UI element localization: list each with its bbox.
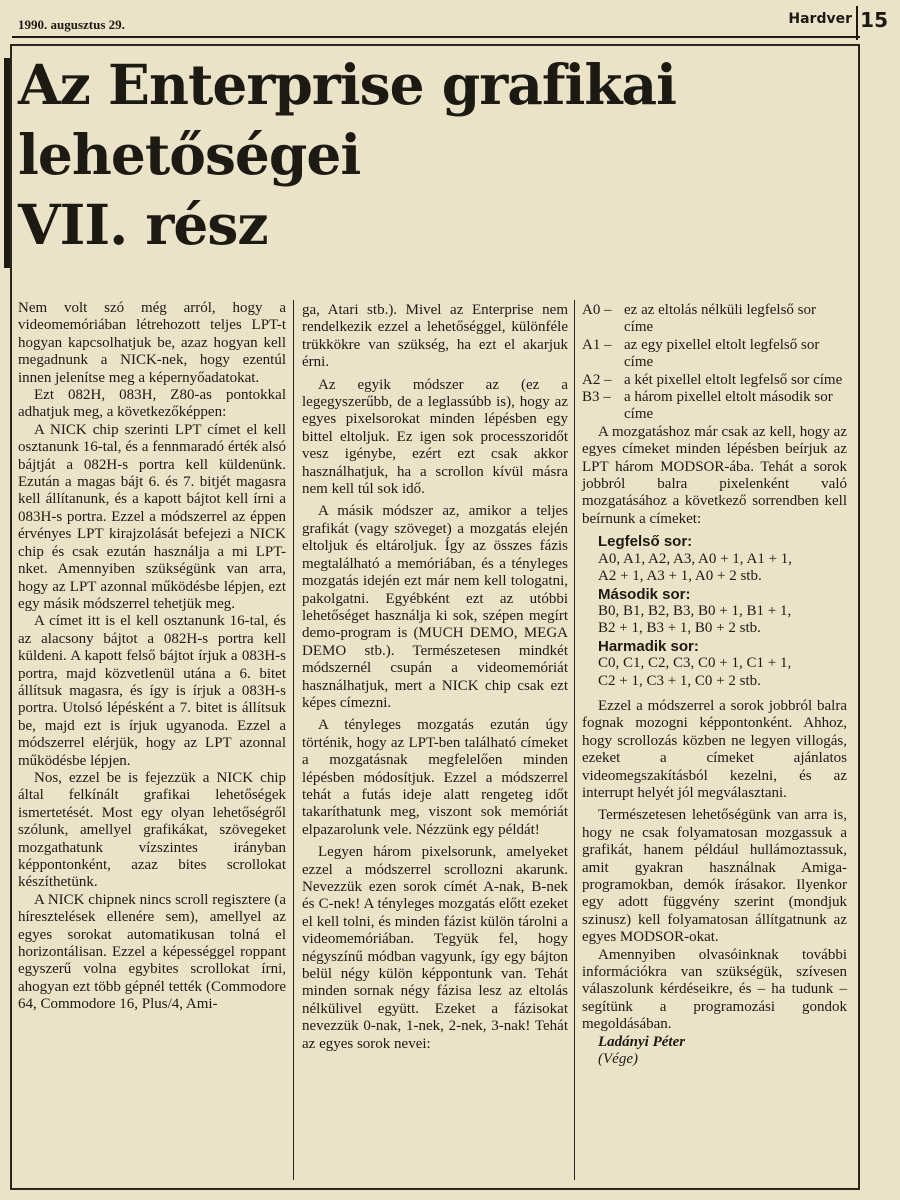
paragraph: Az egyik módszer az (ez a legegyszerűbb, de a leglassúbb is), hogy az egyes pixelsorokat minden lépésben egy bittel eltoljuk. Ez igen sok processzoridőt vesz igénybe, ezért ezt csak akkor használhatjuk, ha a scrollon kívül másra nem kell túl sok idő. xyxy=(302,376,568,498)
paragraph: A NICK chip szerinti LPT címet el kell osztanunk 16-tal, és a fennmaradó érték alsó bájtját a 082H-s portra kell küldenünk. Ezután a magas bájt 6. és 7. bitjét magasra kell állítanunk, és a kapott bájtot kell írni a 083H-s portra. Ezzel a módszerrel az éppen érvényes LPT kirajzolását befejezi a NICK chip és csak ezután használja a mi LPT-nket. Amennyiben szükségünk van arra, hogy az LPT azonnal működésbe lépjen, ezt egy másik módszerrel tehetjük meg. xyxy=(18,421,286,612)
list-item xyxy=(582,337,847,372)
page-number: 15 xyxy=(860,8,888,32)
code-line: A2 + 1, A3 + 1, A0 + 2 stb. xyxy=(598,568,762,585)
paragraph: A mozgatáshoz már csak az kell, hogy az egyes címeket minden lépésben beírjuk az LPT három MODSOR-ába. Tehát a sorok jobbról balra pixelenként való mozgatásához a következő sorrendben kell beírnunk a címeket: xyxy=(582,423,847,527)
list-desc: a három pixellel eltolt második sor címe xyxy=(624,389,833,423)
paragraph: Nem volt szó még arról, hogy a videomemóriában létrehozott teljes LPT-t hogyan kapcsolhatjuk be, azaz hogyan kell megadnunk a NICK-nek, hogy ezentúl innen jelenítse meg a képernyőadatokat. xyxy=(18,300,286,386)
paragraph: A másik módszer az, amikor a teljes grafikát (vagy szöveget) a mozgatás elején eltoljuk és eltároljuk. Így az összes fázis megtalálható a memóriában, és a tényleges mozgatás idején ezt már nem kell tologatni, pakolgatni. Egyébként ezt az utóbbi lehetőséget használja ki sok, szépen megírt demo-program is (MUCH DEMO, MEGA DEMO stb.). Természetesen mindkét módszernél csupán a videomemóriát használhatjuk, mert a NICK chip csak ezt képes címezni. xyxy=(302,503,568,711)
code-line: B0, B1, B2, B3, B0 + 1, B1 + 1, xyxy=(598,602,792,619)
list-item xyxy=(582,389,847,424)
title-line-1: Az Enterprise grafikai xyxy=(18,52,677,117)
code-line: C2 + 1, C3 + 1, C0 + 2 stb. xyxy=(598,672,761,689)
column-rule-2 xyxy=(574,300,575,1180)
code-line: B2 + 1, B3 + 1, B0 + 2 stb. xyxy=(598,620,761,637)
paragraph: A tényleges mozgatás ezután úgy történik, hogy az LPT-ben található címeket a mozgatásnak megfelelően minden lépésben módosítjuk. Ezzel a módszerrel tehát a futás ideje alatt rengeteg időt takaríthatunk meg, viszont sok memóriát elpazarolunk vele. Nézzünk egy példát! xyxy=(302,717,568,838)
header-rule xyxy=(12,36,860,38)
paragraph: Legyen három pixelsorunk, amelyeket ezzel a módszerrel scrollozni akarunk. Nevezzük ezen sorok címét A-nak, B-nek és C-nek! A tényleges mozgatás előtt ezeket el kell tolni, és minden fázist külön tárolni a videomemóriában. Tegyük fel, hogy négyszínű módban vagyunk, így egy bájton belül négy külön képpontunk van. Tehát minden sornak négy fázisa lesz az eltolás nélkülivel együtt. Ezeket a fázisokat nevezzük 0-nak, 1-nek, 2-nek, 3-nak! Tehát az egyes sorok nevei: xyxy=(302,844,568,1052)
title-line-2: lehetőségei xyxy=(18,122,361,187)
paragraph: Természetesen lehetőségünk van arra is, hogy ne csak folyamatosan mozgassuk a grafikát, hanem például hullámoztassuk, amit gyakran használnak Amiga-programokban, demók írásakor. Ilyenkor egy adott függvény szerint (mondjuk szinusz) kell folyamatosan állítgatnunk az egyes MODSOR-okat. xyxy=(582,807,847,946)
paragraph: Amennyiben olvasóinknak további információkra van szükségük, szívesen válaszolunk kérdéseikre, és – ha tudunk – segítünk a programozási gondok megoldásában. xyxy=(582,946,847,1033)
list-key: A2 – xyxy=(582,371,612,388)
subheading: Második sor: xyxy=(598,585,691,603)
list-item xyxy=(582,372,847,389)
list-desc: a két pixellel eltolt legfelső sor címe xyxy=(624,371,843,388)
paragraph: A NICK chipnek nincs scroll regisztere (a híresztelések ellenére sem), amellyel az egyes sorokat automatikusan tolná el horizontálisan. Ezzel a képességgel roppant egyszerű volna egybites scrollokat írni, ahogyan ezt több gépnél tették (Commodore 64, Commodore 16, Plus/4, Ami- xyxy=(18,891,286,1013)
subheading: Harmadik sor: xyxy=(598,637,699,655)
list-key: B3 – xyxy=(582,389,611,406)
code-line: A0, A1, A2, A3, A0 + 1, A1 + 1, xyxy=(598,550,793,567)
list-desc: ez az eltolás nélküli legfelső sor címe xyxy=(624,302,817,336)
paragraph: Ezzel a módszerrel a sorok jobbról balra fognak mozogni képpontonként. Ahhoz, hogy scrollozás közben ne legyen villogás, ezeket a címeket ajánlatos videomegszakításból kezelni, és az interrupt helyét jól megválasztani. xyxy=(582,697,847,801)
issue-date: 1990. augusztus 29. xyxy=(18,17,125,32)
list-key: A0 – xyxy=(582,302,612,318)
column-2 xyxy=(302,302,568,1053)
list-item xyxy=(582,302,847,337)
author-name: Ladányi Péter xyxy=(598,1033,686,1050)
subheading: Legfelső sor: xyxy=(598,533,693,551)
column-rule-1 xyxy=(293,300,294,1180)
list-desc: az egy pixellel eltolt legfelső sor címe xyxy=(624,336,820,371)
header-divider xyxy=(856,6,858,40)
code-line: C0, C1, C2, C3, C0 + 1, C1 + 1, xyxy=(598,655,792,672)
paragraph: A címet itt is el kell osztanunk 16-tal, és az alacsony bájtot a 082H-s portra kell küldeni. A kapott felső bájtot írjuk a 083H-s portra, majd közvetlenül utána a 6. bitet állítsuk magasra, és így is írjuk a 083H-s portra. Utolsó lépésként a 7. bitet is állítsuk be, majd ezt is írjuk ugyanoda. Ezzel a módszerrel elérjük, hogy az LPT azonnal működésbe lépjen. xyxy=(18,613,286,769)
title-accent-bar xyxy=(4,58,10,268)
title-line-3: VII. rész xyxy=(18,192,268,257)
paragraph: Nos, ezzel be is fejezzük a NICK chip által felkínált grafikai lehetőségek ismertetését. Most egy olyan lehetőségről szólunk, amellyel grafikákat, szövegeket mozgathatunk vízszintes irányban képpontonként, azaz bites scrollokat készíthetünk. xyxy=(18,769,286,891)
article-title xyxy=(18,50,778,260)
page-header xyxy=(0,0,900,44)
paragraph: ga, Atari stb.). Mivel az Enterprise nem rendelkezik ezzel a lehetőséggel, különféle trükkökre van szükség, ha ezt el akarjuk érni. xyxy=(302,302,568,371)
section-name: Hardver xyxy=(788,11,852,27)
column-3 xyxy=(582,302,847,1068)
column-1 xyxy=(18,300,286,1014)
end-mark: (Vége) xyxy=(598,1051,638,1068)
paragraph: Ezt 082H, 083H, Z80-as pontokkal adhatjuk meg, a következőképpen: xyxy=(18,387,286,421)
list-key: A1 – xyxy=(582,336,612,353)
